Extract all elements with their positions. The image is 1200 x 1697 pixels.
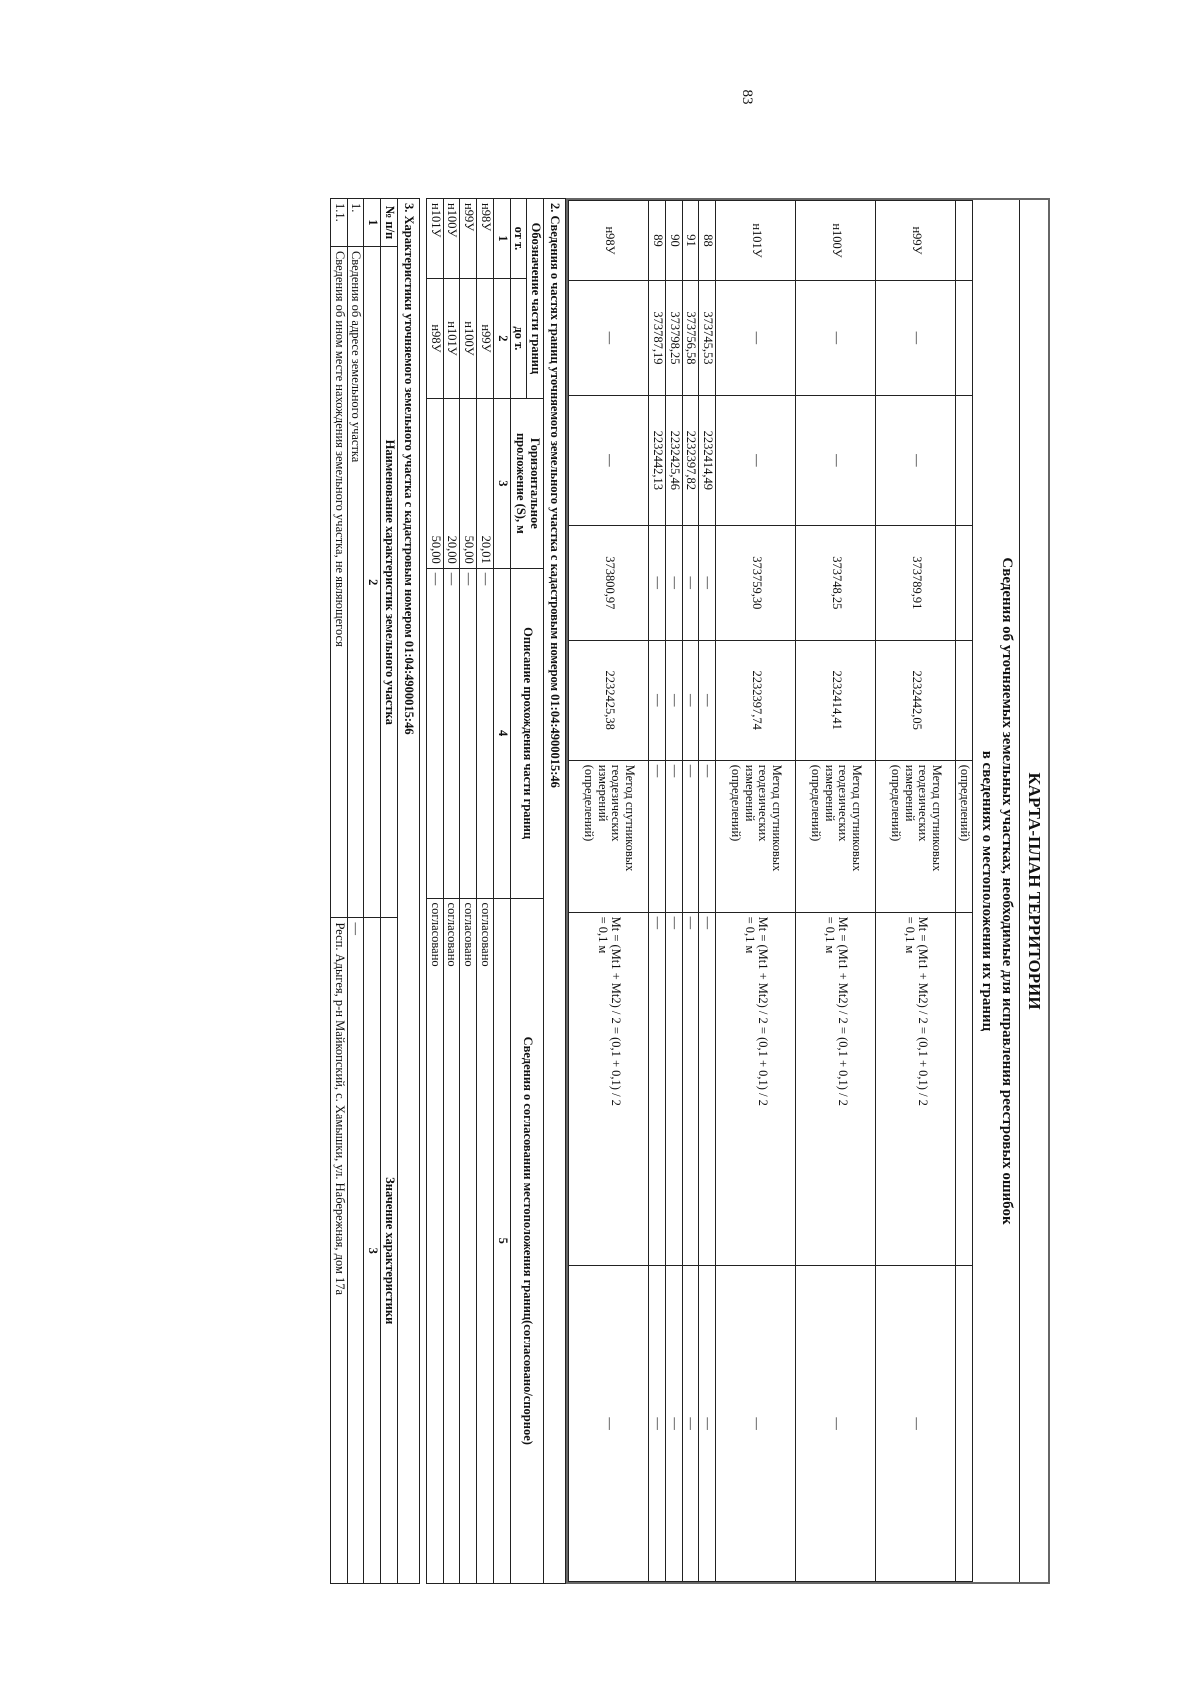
x-old: — xyxy=(569,280,649,395)
x-new: — xyxy=(649,525,666,640)
accuracy-formula: Mt = (Mt1 + Mt2) / 2 = (0,1 + 0,1) / 2 = 0,1 м xyxy=(716,912,796,1266)
description: — xyxy=(427,568,444,898)
agreement: согласовано xyxy=(460,898,477,1583)
method: Метод спутниковых геодезических измерений (определений) xyxy=(876,760,956,912)
point-name: 90 xyxy=(666,201,683,281)
x-new: 373759,30 xyxy=(716,525,796,640)
y-old: 2232397,82 xyxy=(682,395,699,525)
accuracy-formula: — xyxy=(649,912,666,1266)
y-old: — xyxy=(796,395,876,525)
x-old: 373745,53 xyxy=(699,280,716,395)
y-new: 2232397,74 xyxy=(716,640,796,760)
characteristics-table xyxy=(330,198,398,1584)
to-point: н98У xyxy=(427,278,444,398)
table-row xyxy=(427,199,444,1584)
y-new: — xyxy=(682,640,699,760)
table-row xyxy=(956,201,973,1582)
section3-title: 3. Характеристики уточняемого земельного участка с кадастровым номером 01:04:4900015:46 xyxy=(398,198,420,1584)
header-to: до т. xyxy=(510,278,527,398)
x-new: — xyxy=(699,525,716,640)
table-row xyxy=(460,199,477,1584)
to-point: н100У xyxy=(460,278,477,398)
document-subtitle: Сведения об уточняемых земельных участках, необходимые для исправления реестровых ошибок в сведениях о местоположении их границ xyxy=(979,557,1015,1225)
table-row xyxy=(443,199,460,1584)
from-point: н101У xyxy=(427,199,444,279)
agreement: согласовано xyxy=(427,898,444,1583)
accuracy-formula: Mt = (Mt1 + Mt2) / 2 = (0,1 + 0,1) / 2 = 0,1 м xyxy=(876,912,956,1266)
to-point: н101У xyxy=(443,278,460,398)
accuracy-formula: Mt = (Mt1 + Mt2) / 2 = (0,1 + 0,1) / 2 = 0,1 м xyxy=(569,912,649,1266)
method: — xyxy=(649,760,666,912)
x-new: — xyxy=(682,525,699,640)
description: — xyxy=(682,1266,699,1582)
x-new: — xyxy=(666,525,683,640)
point-name: 89 xyxy=(649,201,666,281)
table-row xyxy=(666,201,683,1582)
distance: 20,00 xyxy=(443,398,460,568)
point-name: 91 xyxy=(682,201,699,281)
x-new: 373800,97 xyxy=(569,525,649,640)
description: — xyxy=(796,1266,876,1582)
method: Метод спутниковых геодезических измерений (определений) xyxy=(569,760,649,912)
distance: 20,01 xyxy=(477,398,494,568)
table-row xyxy=(876,201,956,1582)
description: — xyxy=(716,1266,796,1582)
header-agreement: Сведения о согласовании местоположения границ(согласовано/спорное) xyxy=(510,898,544,1583)
characteristic-value: — xyxy=(347,918,364,1584)
column-index: 3 xyxy=(364,918,381,1584)
characteristic-value: Респ. Адыгея, р-н Майкопский, с. Хамышки, ул. Набережная, дом 17а xyxy=(331,918,348,1584)
header-name: Наименование характеристик земельного участка xyxy=(381,246,398,918)
section2-title: 2. Сведения о частях границ уточняемого земельного участка с кадастровым номером 01:04:4900015:46 xyxy=(544,198,566,1584)
table-row xyxy=(477,199,494,1584)
from-point: н98У xyxy=(477,199,494,279)
y-new: — xyxy=(666,640,683,760)
distance: 50,00 xyxy=(460,398,477,568)
table-row xyxy=(649,201,666,1582)
header-value: Значение характеристики xyxy=(381,918,398,1584)
table-row xyxy=(716,201,796,1582)
y-new: 2232425,38 xyxy=(569,640,649,760)
table-row xyxy=(699,201,716,1582)
accuracy-formula: — xyxy=(699,912,716,1266)
agreement: согласовано xyxy=(443,898,460,1583)
from-point: н99У xyxy=(460,199,477,279)
description: — xyxy=(443,568,460,898)
description: — xyxy=(477,568,494,898)
accuracy-formula: — xyxy=(666,912,683,1266)
characteristic-name: Сведения об ином месте нахождения земельного участка, не являющегося xyxy=(331,246,348,918)
coordinates-frame xyxy=(566,198,1050,1584)
description: — xyxy=(666,1266,683,1582)
description: — xyxy=(460,568,477,898)
table-row xyxy=(347,199,364,1584)
y-old: — xyxy=(876,395,956,525)
x-new: 373748,25 xyxy=(796,525,876,640)
x-old: — xyxy=(716,280,796,395)
coordinates-table xyxy=(568,200,973,1582)
point-name: н99У xyxy=(876,201,956,281)
x-old: 373798,25 xyxy=(666,280,683,395)
agreement: согласовано xyxy=(477,898,494,1583)
document-title: КАРТА-ПЛАН ТЕРРИТОРИИ xyxy=(1019,200,1048,1582)
characteristic-name: Сведения об адресе земельного участка xyxy=(347,246,364,918)
x-new: 373789,91 xyxy=(876,525,956,640)
method: Метод спутниковых геодезических измерений (определений) xyxy=(796,760,876,912)
method-cell: (определений) xyxy=(956,760,973,912)
column-index: 1 xyxy=(364,199,381,247)
column-index: 5 xyxy=(494,898,511,1583)
x-old: — xyxy=(876,280,956,395)
x-old: 373756,58 xyxy=(682,280,699,395)
boundary-parts-table xyxy=(426,198,544,1584)
header-num: № п/п xyxy=(381,199,398,247)
point-name: н98У xyxy=(569,201,649,281)
y-old: 2232414,49 xyxy=(699,395,716,525)
header-from: от т. xyxy=(510,199,527,279)
column-index: 2 xyxy=(494,278,511,398)
method: — xyxy=(682,760,699,912)
rotated-sheet xyxy=(180,198,1050,1584)
accuracy-formula: — xyxy=(682,912,699,1266)
description: — xyxy=(699,1266,716,1582)
column-index: 1 xyxy=(494,199,511,279)
column-index: 4 xyxy=(494,568,511,898)
page-number: 83 xyxy=(739,89,755,105)
row-number: 1.1. xyxy=(331,199,348,247)
point-name: 88 xyxy=(699,201,716,281)
description: — xyxy=(876,1266,956,1582)
y-new: 2232414,41 xyxy=(796,640,876,760)
distance: 50,00 xyxy=(427,398,444,568)
y-old: — xyxy=(716,395,796,525)
header-description: Описание прохождения части границ xyxy=(510,568,544,898)
row-number: 1. xyxy=(347,199,364,247)
y-new: — xyxy=(699,640,716,760)
from-point: н100У xyxy=(443,199,460,279)
header-designation: Обозначение части границ xyxy=(527,199,544,399)
column-index: 3 xyxy=(494,398,511,568)
point-name: н101У xyxy=(716,201,796,281)
method: — xyxy=(699,760,716,912)
description: — xyxy=(649,1266,666,1582)
description: — xyxy=(569,1266,649,1582)
y-old: 2232442,13 xyxy=(649,395,666,525)
point-name: н100У xyxy=(796,201,876,281)
table-row xyxy=(331,199,348,1584)
method: Метод спутниковых геодезических измерений (определений) xyxy=(716,760,796,912)
method: — xyxy=(666,760,683,912)
y-new: — xyxy=(649,640,666,760)
y-new: 2232442,05 xyxy=(876,640,956,760)
accuracy-formula: Mt = (Mt1 + Mt2) / 2 = (0,1 + 0,1) / 2 = 0,1 м xyxy=(796,912,876,1266)
table-row xyxy=(682,201,699,1582)
table-row xyxy=(796,201,876,1582)
header-distance: Горизонтальное проложение (S), м xyxy=(510,398,544,568)
y-old: — xyxy=(569,395,649,525)
x-old: 373787,19 xyxy=(649,280,666,395)
y-old: 2232425,46 xyxy=(666,395,683,525)
table-row xyxy=(569,201,649,1582)
x-old: — xyxy=(796,280,876,395)
to-point: н99У xyxy=(477,278,494,398)
column-index: 2 xyxy=(364,246,381,918)
